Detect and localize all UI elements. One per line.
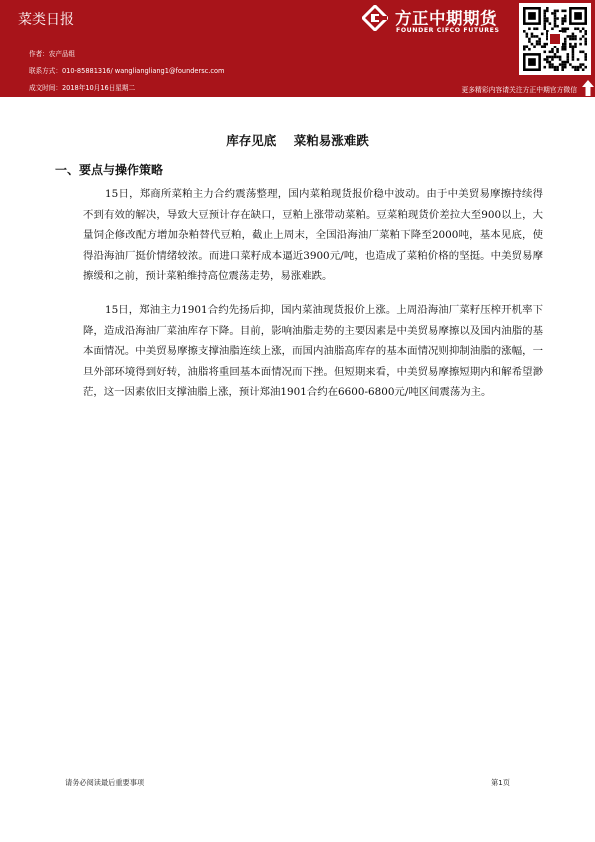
brand-name-en: FOUNDER CIFCO FUTURES bbox=[396, 27, 500, 34]
paragraph-rapeseed-meal: 15日，郑商所菜粕主力合约震荡整理，国内菜粕现货报价稳中波动。由于中美贸易摩擦持续得不到有效的解决，导致大豆预计存在缺口，豆粕上涨带动菜粕。豆菜粕现货价差拉大至900以上，大量饲企修改配方增加杂粕替代豆粕，截止上周末，全国沿海油厂菜粕下降至2000吨，基本见底，使得沿海油厂挺价情绪较浓。而进口菜籽成本逼近3900元/吨，也造成了菜粕价格的坚挺。中美贸易摩擦缓和之前，预计菜粕维持高位震荡走势，易涨难跌。 bbox=[83, 188, 543, 282]
date-line: 成文时间：2018年10月16日星期二 bbox=[29, 84, 136, 92]
report-type-title: 菜类日报 bbox=[18, 12, 74, 28]
paragraph-rapeseed-oil: 15日，郑油主力1901合约先扬后抑，国内菜油现货报价上涨。上周沿海油厂菜籽压榨开机率下降，造成沿海油厂菜油库存下降。目前，影响油脂走势的主要因素是中美贸易摩擦以及国内油脂的基本面情况。中美贸易摩擦支撑油脂连续上涨，而国内油脂高库存的基本面情况则抑制油脂的涨幅，一旦外部环境得到好转，油脂将重回基本面情况而下挫。但短期来看，中美贸易摩擦短期内和解希望渺茫，这一因素依旧支撑油脂上涨，预计郑油1901合约在6600-6800元/吨区间震荡为主。 bbox=[83, 304, 543, 398]
up-arrow-icon bbox=[581, 79, 595, 97]
report-header bbox=[0, 0, 595, 97]
follow-wechat-text[interactable]: 更多精彩内容请关注方正中期官方微信 bbox=[461, 86, 577, 94]
brand-name-cn: 方正中期期货 bbox=[395, 9, 497, 28]
qr-code-icon bbox=[519, 3, 591, 75]
disclaimer-note: 请务必阅读最后重要事项 bbox=[65, 778, 145, 787]
contact-line[interactable]: 联系方式：010-85881316/ wangliangliang1@foundersc.com bbox=[29, 67, 225, 75]
brand-logo bbox=[362, 5, 512, 37]
document-title: 库存见底 菜粕易涨难跌 bbox=[226, 133, 369, 148]
section-heading: 一、要点与操作策略 bbox=[55, 163, 164, 177]
founder-logo-icon bbox=[362, 5, 388, 31]
page-number: 第1页 bbox=[491, 778, 510, 787]
author-line: 作者：农产品组 bbox=[29, 50, 76, 58]
